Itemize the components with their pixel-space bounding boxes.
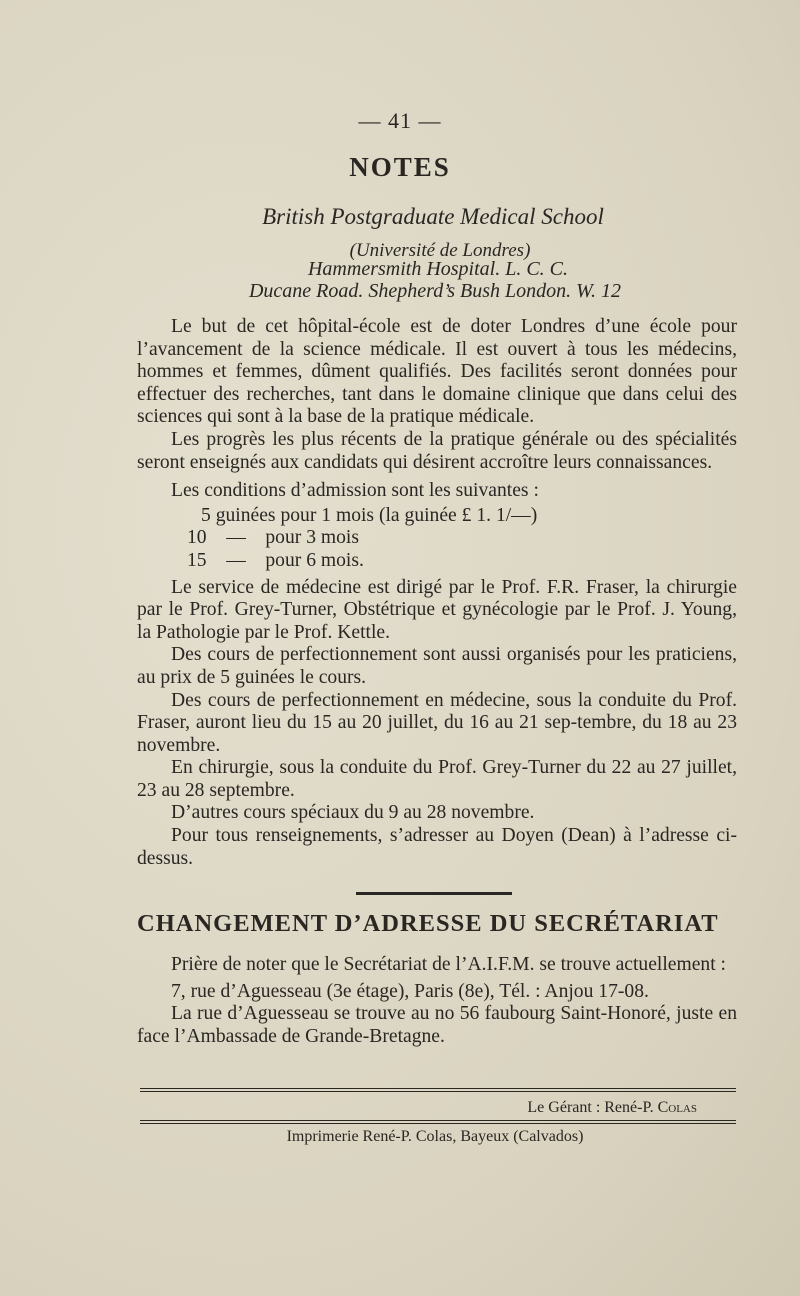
section-divider: [356, 892, 512, 895]
paragraph: En chirurgie, sous la conduite du Prof. Grey-Turner du 22 au 27 juillet, 23 au 28 septembre.: [137, 757, 737, 801]
paragraph: Les progrès les plus récents de la pratique générale ou des spécialités seront enseignés aux candidats qui désirent accroître leurs connaissances.: [137, 428, 737, 473]
fee-row: 10 — pour 3 mois: [187, 527, 359, 549]
paragraph: Des cours de perfectionnement en médecine, sous la conduite du Prof. Fraser, auront lieu du 15 au 20 juillet, du 16 au 21 sep-tembre, du 18 au 23 novembre.: [137, 689, 737, 756]
notes-title: NOTES: [349, 152, 451, 182]
footer-rule-top: [140, 1088, 736, 1092]
fee-row: 15 — pour 6 mois.: [187, 549, 364, 571]
change-body: [137, 954, 737, 1048]
school-university: (Université de Londres): [349, 240, 531, 261]
paragraph: Prière de noter que le Secrétariat de l’A.I.F.M. se trouve actuellement :: [171, 954, 727, 975]
paragraph: La rue d’Aguesseau se trouve au no 56 faubourg Saint-Honoré, juste en face l’Ambassade de Grande-Bretagne.: [137, 1003, 737, 1047]
gerant-line: [137, 1099, 697, 1117]
fees-list: [137, 505, 737, 573]
footer-rule-bottom: [140, 1120, 736, 1124]
fee-row: 5 guinées pour 1 mois (la guinée £ 1. 1/—): [201, 504, 538, 526]
paragraph: Le but de cet hôpital-école est de doter Londres d’une école pour l’avancement de la science médicale. Il est ouvert à tous les médecins, hommes et femmes, dûment qualifiés. Des facilités seront données pour effectuer des recherches, tant dans le domaine clinique que dans celui des sciences qui sont à la base de la pratique médicale.: [137, 316, 737, 428]
gerant-name: Colas: [657, 1099, 697, 1116]
printer-line: Imprimerie René-P. Colas, Bayeux (Calvados): [286, 1128, 584, 1145]
school-name: British Postgraduate Medical School: [262, 204, 604, 229]
change-heading: CHANGEMENT D’ADRESSE DU SECRÉTARIAT: [137, 910, 719, 937]
school-hospital: Hammersmith Hospital. L. C. C.: [307, 258, 569, 280]
school-address: Ducane Road. Shepherd’s Bush London. W. 12: [248, 280, 622, 302]
paragraph: D’autres cours spéciaux du 9 au 28 novembre.: [171, 802, 535, 824]
paragraph: Les conditions d’admission sont les suivantes :: [171, 480, 539, 502]
page-number: — 41 —: [358, 108, 442, 133]
paragraph: Le service de médecine est dirigé par le Prof. F.R. Fraser, la chirurgie par le Prof. Grey-Turner, Obstétrique et gynécologie par le Prof. J. Young, la Pathologie par le Prof. Kettle.: [137, 576, 737, 643]
paragraph: Pour tous renseignements, s’adresser au Doyen (Dean) à l’adresse ci-dessus.: [137, 825, 737, 869]
paragraph: 7, rue d’Aguesseau (3e étage), Paris (8e), Tél. : Anjou 17-08.: [171, 980, 649, 1002]
paragraph: Des cours de perfectionnement sont aussi organisés pour les praticiens, au prix de 5 guinées le cours.: [137, 644, 737, 688]
gerant-label: Le Gérant : René-P.: [527, 1099, 654, 1116]
notes-body: [137, 316, 737, 870]
